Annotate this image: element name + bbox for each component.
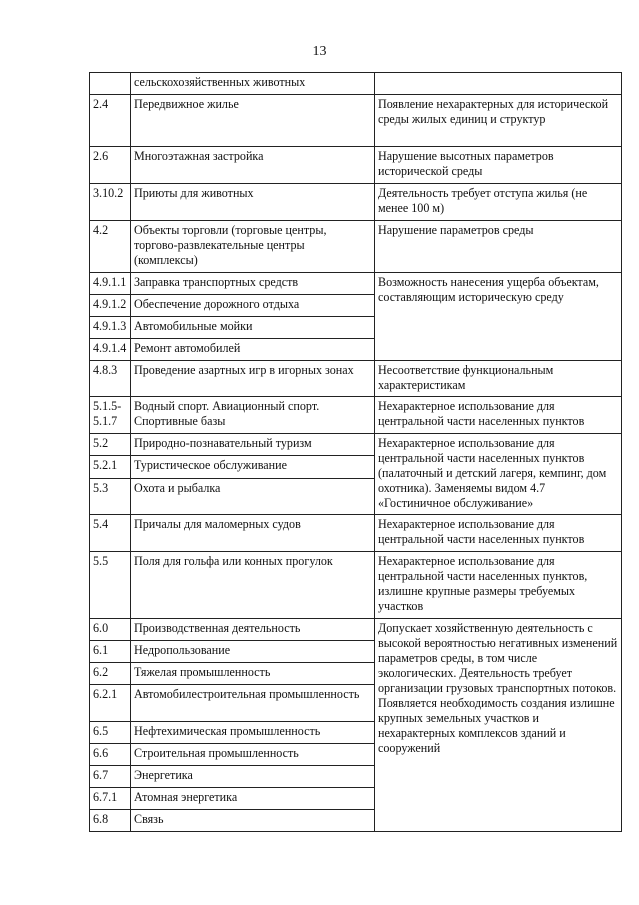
name-cell: Производственная деятельность (131, 619, 375, 641)
name-cell: Связь (131, 810, 375, 832)
name-cell: Причалы для маломерных судов (131, 515, 375, 552)
name-cell: сельскохозяйственных животных (131, 73, 375, 95)
name-cell: Автомобильные мойки (131, 317, 375, 339)
name-cell: Недропользование (131, 641, 375, 663)
impact-cell: Нехарактерное использование для центральной части населенных пунктов, излишне крупные размеры требуемых участков (375, 552, 622, 619)
impact-cell: Нарушение параметров среды (375, 221, 622, 273)
table-row (90, 515, 622, 552)
table-row (90, 273, 622, 295)
table-row (90, 147, 622, 184)
impact-cell: Нарушение высотных параметров исторической среды (375, 147, 622, 184)
code-cell: 4.9.1.3 (90, 317, 131, 339)
impact-cell: Допускает хозяйственную деятельность с высокой вероятностью негативных изменений параметров среды, в том числе экологических. Деятельность требует организации грузовых транспортных потоков. Появляется необходимость создания излишне крупных земельных участков и нехарактерных комплексов зданий и сооружений (375, 619, 622, 832)
table-row (90, 552, 622, 619)
code-cell: 5.4 (90, 515, 131, 552)
code-cell: 6.7 (90, 766, 131, 788)
code-cell: 2.6 (90, 147, 131, 184)
name-cell: Охота и рыбалка (131, 478, 375, 514)
impact-cell: Несоответствие функциональным характеристикам (375, 361, 622, 397)
name-cell: Объекты торговли (торговые центры, торгово-развлекательные центры (комплексы) (131, 221, 375, 273)
impact-cell: Нехарактерное использование для центральной части населенных пунктов (375, 397, 622, 434)
code-cell: 5.2 (90, 434, 131, 456)
impact-cell (375, 73, 622, 95)
name-cell: Ремонт автомобилей (131, 339, 375, 361)
name-cell: Проведение азартных игр в игорных зонах (131, 361, 375, 397)
impact-cell: Возможность нанесения ущерба объектам, составляющим историческую среду (375, 273, 622, 361)
land-use-table (89, 72, 622, 832)
code-cell: 6.2 (90, 663, 131, 685)
table-row (90, 184, 622, 221)
name-cell: Автомобилестроительная промышленность (131, 685, 375, 722)
code-cell: 4.2 (90, 221, 131, 273)
name-cell: Обеспечение дорожного отдыха (131, 295, 375, 317)
code-cell: 5.3 (90, 478, 131, 514)
code-cell: 2.4 (90, 95, 131, 147)
table-row (90, 73, 622, 95)
code-cell: 4.9.1.2 (90, 295, 131, 317)
name-cell: Природно-познавательный туризм (131, 434, 375, 456)
name-cell: Строительная промышленность (131, 744, 375, 766)
name-cell: Заправка транспортных средств (131, 273, 375, 295)
code-cell: 4.9.1.1 (90, 273, 131, 295)
code-cell: 6.2.1 (90, 685, 131, 722)
name-cell: Нефтехимическая промышленность (131, 722, 375, 744)
page-number: 13 (312, 44, 327, 59)
name-cell: Передвижное жилье (131, 95, 375, 147)
name-cell: Приюты для животных (131, 184, 375, 221)
name-cell: Поля для гольфа или конных прогулок (131, 552, 375, 619)
code-cell: 5.1.5-5.1.7 (90, 397, 131, 434)
impact-cell: Появление нехарактерных для исторической среды жилых единиц и структур (375, 95, 622, 147)
code-cell: 4.8.3 (90, 361, 131, 397)
name-cell: Многоэтажная застройка (131, 147, 375, 184)
table-row (90, 434, 622, 456)
code-cell: 6.7.1 (90, 788, 131, 810)
code-cell: 3.10.2 (90, 184, 131, 221)
code-cell: 6.6 (90, 744, 131, 766)
code-cell: 6.8 (90, 810, 131, 832)
name-cell: Тяжелая промышленность (131, 663, 375, 685)
table-row (90, 221, 622, 273)
table-row (90, 361, 622, 397)
table-row (90, 95, 622, 147)
impact-cell: Нехарактерное использование для центральной части населенных пунктов (375, 515, 622, 552)
impact-cell: Деятельность требует отступа жилья (не менее 100 м) (375, 184, 622, 221)
code-cell (90, 73, 131, 95)
code-cell: 6.1 (90, 641, 131, 663)
code-cell: 4.9.1.4 (90, 339, 131, 361)
code-cell: 6.5 (90, 722, 131, 744)
name-cell: Водный спорт. Авиационный спорт. Спортивные базы (131, 397, 375, 434)
code-cell: 6.0 (90, 619, 131, 641)
table-row (90, 619, 622, 641)
name-cell: Туристическое обслуживание (131, 456, 375, 478)
name-cell: Энергетика (131, 766, 375, 788)
code-cell: 5.5 (90, 552, 131, 619)
code-cell: 5.2.1 (90, 456, 131, 478)
impact-cell: Нехарактерное использование для центральной части населенных пунктов (палаточный и детский лагеря, кемпинг, дом охотника). Заменяемы видом 4.7 «Гостиничное обслуживание» (375, 434, 622, 515)
table-row (90, 397, 622, 434)
name-cell: Атомная энергетика (131, 788, 375, 810)
